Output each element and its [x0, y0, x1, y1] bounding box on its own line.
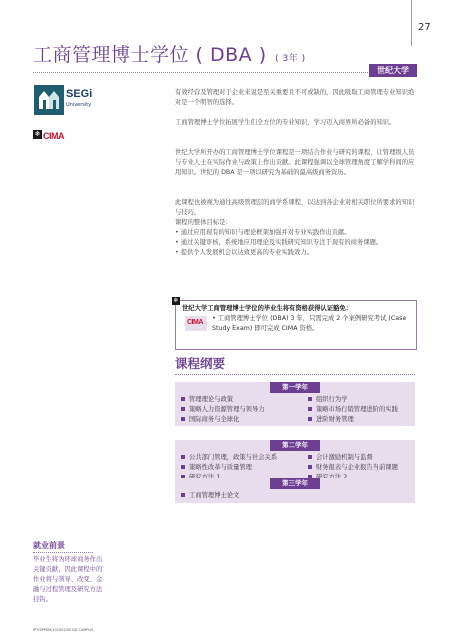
exemption-text: • 工商管理博士学位 (DBA) 3 年，只需完成 2 个案例研究考试 (Case Study Exam) 即可完成 CIMA 资格。	[212, 315, 407, 332]
intro-para-1: 有效经营及管理对于企业来说是至关重要且不可或缺的，因此吸取工商管理专业知识绝对是一个明智的选择。	[175, 89, 415, 106]
exemption-cima-logo: CIMA	[187, 319, 203, 326]
course-item: 管理理论与政策	[181, 395, 265, 405]
footer-code: IPT/SPPSM/101002/00 KD CAMPUS	[33, 628, 94, 632]
year-1-bar	[175, 382, 415, 393]
year-3-left	[181, 491, 239, 501]
header-divider	[411, 0, 412, 46]
year-1-label: 第一学年	[270, 382, 320, 393]
course-item: 组织行为学	[308, 395, 398, 405]
course-item: 策略市场行销管理进阶的实践	[308, 405, 398, 415]
career-title: 就业前景	[33, 541, 65, 550]
exemption-title: 世纪大学工商管理博士学位的毕业生将有资格获得认证豁免：	[182, 305, 353, 312]
year-2-label: 第二学年	[270, 440, 320, 451]
cima-star-icon: ❄	[173, 297, 179, 304]
goal-item: • 通过关键审核，系统地应用理论及实践研究知识专注于现有的商务课题。	[175, 239, 383, 246]
year-1-body	[175, 393, 415, 426]
title-duration: ( 3年 )	[275, 54, 306, 64]
intro-para-4: 此课程也被视为通往高级管理层的商学系课程，以达到各企业对相关职位所要求的知识与技巧。	[175, 199, 415, 216]
year-1-left	[181, 395, 265, 425]
segi-name: SEGi	[66, 88, 93, 100]
career-divider	[33, 552, 93, 553]
course-item: 工商管理博士论文	[181, 491, 239, 501]
course-item: 会计激励机制与监督	[308, 453, 398, 463]
goals-heading: 课程的整体目标是：	[175, 219, 232, 226]
page-number: 27	[418, 22, 431, 33]
year-2-bar	[175, 440, 415, 451]
goal-item: • 提供个人发展机会以达致更高的专业实践效力。	[175, 249, 313, 256]
year-3-body	[175, 489, 415, 503]
brand-badge: 世纪大学	[369, 64, 417, 77]
goal-item: • 通过应用现有的知识与理论框架加强并对专业实践作出贡献。	[175, 229, 351, 236]
course-item: 公共部门管理，政策与社会关系	[181, 453, 277, 463]
course-item: 进阶财务管理	[308, 415, 398, 425]
title-text: 工商管理博士学位 ( DBA )	[33, 44, 267, 66]
segi-sub: University	[66, 102, 92, 108]
course-item: 策略性改革与质量管理	[181, 463, 277, 473]
course-outline-title: 课程纲要	[175, 356, 226, 371]
course-item: 财务报表与企业报告当前课题	[308, 463, 398, 473]
segi-logo-icon	[34, 85, 64, 115]
goals-block	[175, 218, 415, 258]
course-item: 国际商务与全球化	[181, 415, 265, 425]
cima-logo: CIMA	[43, 131, 64, 141]
year-3-bar	[175, 478, 415, 489]
year-1-right	[308, 395, 398, 425]
cima-star-icon: ❄	[34, 130, 41, 138]
intro-para-2: 工商管理博士学位拓展学生们全方位的专业知识，学习迈入商界所必备的知识。	[175, 119, 396, 126]
page-title	[33, 40, 306, 67]
year-3-label: 第三学年	[270, 478, 320, 489]
course-divider	[175, 374, 415, 375]
course-item: 策略人力资源管理与领导力	[181, 405, 265, 415]
title-divider	[33, 72, 368, 73]
intro-para-3: 世纪大学所开办的工商管理博士学位课程是一项结合作业与研究的课程，让管理级人员与专业人士在实际作业与政策上作出贡献。此课程强调以全球管理角度了解学科间的应用知识。世纪的 DBA 是一项以研究为基础的最高级商务资历。	[175, 149, 415, 176]
career-text: 毕业生将为环球商务作出关键贡献，因此课程中的作业将与领导、改变、金融与过程管理及研究方法挂钩。	[33, 556, 103, 603]
